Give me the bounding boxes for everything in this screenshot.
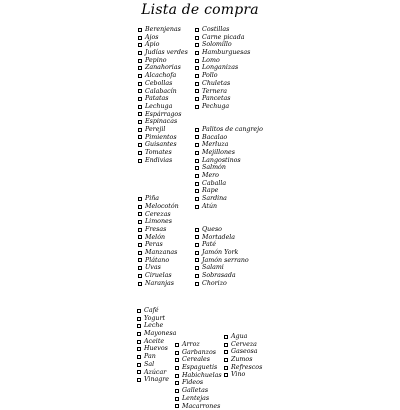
item-label: Atún xyxy=(202,203,217,211)
checkbox[interactable] xyxy=(224,358,228,362)
item-label: Garbanzos xyxy=(182,349,216,357)
checkbox[interactable] xyxy=(138,74,142,78)
list-item[interactable] xyxy=(138,118,188,126)
list-item[interactable] xyxy=(195,226,263,234)
item-label: Chuletas xyxy=(202,80,230,88)
item-label: Peras xyxy=(145,241,163,249)
list-item[interactable] xyxy=(138,88,188,96)
checkbox[interactable] xyxy=(138,43,142,47)
list-spacer xyxy=(195,211,263,219)
list-item[interactable] xyxy=(137,376,176,384)
checkbox[interactable] xyxy=(195,28,199,32)
list-item[interactable] xyxy=(137,369,176,377)
item-label: Sal xyxy=(144,361,154,369)
item-label: Melón xyxy=(145,234,165,242)
list-item[interactable] xyxy=(138,34,188,42)
checkbox[interactable] xyxy=(175,404,179,408)
checkbox[interactable] xyxy=(137,347,141,351)
item-label: Alcachofa xyxy=(145,72,176,80)
item-label: Pollo xyxy=(202,72,218,80)
list-item[interactable] xyxy=(224,356,262,364)
list-item[interactable] xyxy=(195,272,263,280)
list-item[interactable] xyxy=(175,364,222,372)
item-label: Espárragos xyxy=(145,111,181,119)
checkbox[interactable] xyxy=(138,112,142,116)
list-spacer xyxy=(195,111,263,119)
item-label: Lentejas xyxy=(182,395,209,403)
item-label: Habichuelas xyxy=(182,372,222,380)
checkbox[interactable] xyxy=(175,366,179,370)
list-item[interactable] xyxy=(137,338,176,346)
checkbox[interactable] xyxy=(138,28,142,32)
item-label: Aceite xyxy=(144,338,164,346)
item-label: Costillas xyxy=(202,26,229,34)
list-item[interactable] xyxy=(138,141,188,149)
checkbox[interactable] xyxy=(195,135,199,139)
item-label: Gaseosa xyxy=(231,348,258,356)
checkbox[interactable] xyxy=(195,97,199,101)
list-item[interactable] xyxy=(195,141,263,149)
checkbox[interactable] xyxy=(175,389,179,393)
item-label: Zanahorias xyxy=(145,64,181,72)
item-label: Yogurt xyxy=(144,315,165,323)
item-label: Solomillo xyxy=(202,41,232,49)
item-label: Cebollas xyxy=(145,80,172,88)
checkbox[interactable] xyxy=(224,343,228,347)
checkbox[interactable] xyxy=(138,235,142,239)
list-item[interactable] xyxy=(137,322,176,330)
checkbox[interactable] xyxy=(138,274,142,278)
checkbox[interactable] xyxy=(175,381,179,385)
checkbox[interactable] xyxy=(195,174,199,178)
checkbox[interactable] xyxy=(137,324,141,328)
item-label: Cerveza xyxy=(231,341,257,349)
list-item[interactable] xyxy=(175,349,222,357)
item-label: Espinacas xyxy=(145,118,177,126)
checkbox[interactable] xyxy=(195,282,199,286)
item-label: Naranjas xyxy=(145,280,174,288)
list-item[interactable] xyxy=(138,149,188,157)
list-item[interactable] xyxy=(138,41,188,49)
item-label: Limones xyxy=(145,218,172,226)
item-label: Refrescos xyxy=(231,364,262,372)
item-label: Queso xyxy=(202,226,222,234)
list-item[interactable] xyxy=(137,353,176,361)
list-item[interactable] xyxy=(175,387,222,395)
list-column xyxy=(195,26,263,287)
item-label: Lechuga xyxy=(145,103,172,111)
item-label: Azúcar xyxy=(144,369,166,377)
list-item[interactable] xyxy=(224,371,262,379)
list-column xyxy=(138,26,188,287)
checkbox[interactable] xyxy=(175,374,179,378)
checkbox[interactable] xyxy=(195,189,199,193)
list-item[interactable] xyxy=(138,111,188,119)
checkbox[interactable] xyxy=(138,159,142,163)
checkbox[interactable] xyxy=(195,36,199,40)
list-column xyxy=(137,307,176,384)
list-item[interactable] xyxy=(195,241,263,249)
list-item[interactable] xyxy=(195,249,263,257)
checkbox[interactable] xyxy=(195,159,199,163)
item-label: Ciruelas xyxy=(145,272,172,280)
list-item[interactable] xyxy=(195,88,263,96)
list-spacer xyxy=(195,118,263,126)
list-item[interactable] xyxy=(195,280,263,288)
checkbox[interactable] xyxy=(195,258,199,262)
list-spacer xyxy=(138,187,188,195)
list-item[interactable] xyxy=(138,257,188,265)
list-item[interactable] xyxy=(138,72,188,80)
list-item[interactable] xyxy=(195,149,263,157)
checkbox[interactable] xyxy=(137,355,141,359)
list-item[interactable] xyxy=(224,364,262,372)
list-item[interactable] xyxy=(138,264,188,272)
list-item[interactable] xyxy=(138,234,188,242)
list-spacer xyxy=(138,180,188,188)
checkbox[interactable] xyxy=(138,51,142,55)
checkbox[interactable] xyxy=(195,243,199,247)
checkbox[interactable] xyxy=(175,343,179,347)
item-label: Sobrasada xyxy=(202,272,236,280)
list-item[interactable] xyxy=(137,307,176,315)
list-item[interactable] xyxy=(195,26,263,34)
item-label: Rape xyxy=(202,187,218,195)
item-label: Mero xyxy=(202,172,219,180)
checkbox[interactable] xyxy=(138,212,142,216)
item-label: Cerezas xyxy=(145,211,171,219)
list-spacer xyxy=(138,164,188,172)
item-label: Palitos de cangrejo xyxy=(202,126,263,134)
item-label: Huevos xyxy=(144,345,168,353)
checkbox[interactable] xyxy=(137,363,141,367)
checkbox[interactable] xyxy=(195,66,199,70)
checkbox[interactable] xyxy=(138,135,142,139)
checkbox[interactable] xyxy=(195,143,199,147)
list-item[interactable] xyxy=(195,203,263,211)
list-item[interactable] xyxy=(138,157,188,165)
item-label: Endivias xyxy=(145,157,172,165)
item-label: Espaguetis xyxy=(182,364,217,372)
item-label: Caballa xyxy=(202,180,226,188)
item-label: Perejil xyxy=(145,126,165,134)
list-item[interactable] xyxy=(137,330,176,338)
checkbox[interactable] xyxy=(138,120,142,124)
list-item[interactable] xyxy=(175,395,222,403)
list-item[interactable] xyxy=(138,57,188,65)
item-label: Mayonesa xyxy=(144,330,176,338)
checkbox[interactable] xyxy=(138,197,142,201)
list-item[interactable] xyxy=(195,126,263,134)
item-label: Apio xyxy=(145,41,159,49)
list-item[interactable] xyxy=(195,134,263,142)
checkbox[interactable] xyxy=(195,274,199,278)
list-column xyxy=(224,333,262,379)
item-label: Plátano xyxy=(145,257,169,265)
list-item[interactable] xyxy=(138,272,188,280)
item-label: Berenjenas xyxy=(145,26,181,34)
item-label: Pan xyxy=(144,353,156,361)
page-title: Lista de compra xyxy=(0,0,400,20)
list-item[interactable] xyxy=(224,348,262,356)
item-label: Zumos xyxy=(231,356,252,364)
checkbox[interactable] xyxy=(138,36,142,40)
checkbox[interactable] xyxy=(195,51,199,55)
item-label: Agua xyxy=(231,333,247,341)
list-item[interactable] xyxy=(138,226,188,234)
checkbox[interactable] xyxy=(138,143,142,147)
checkbox[interactable] xyxy=(195,235,199,239)
checkbox[interactable] xyxy=(195,105,199,109)
checkbox[interactable] xyxy=(137,378,141,382)
item-label: Piña xyxy=(145,195,159,203)
item-label: Lomo xyxy=(202,57,220,65)
list-item[interactable] xyxy=(138,280,188,288)
checkbox[interactable] xyxy=(195,197,199,201)
list-item[interactable] xyxy=(195,195,263,203)
list-item[interactable] xyxy=(224,333,262,341)
item-label: Bacalao xyxy=(202,134,227,142)
item-label: Melocotón xyxy=(145,203,179,211)
item-label: Jamón York xyxy=(202,249,238,257)
item-label: Guisantes xyxy=(145,141,177,149)
list-item[interactable] xyxy=(138,49,188,57)
checkbox[interactable] xyxy=(175,397,179,401)
checkbox[interactable] xyxy=(195,151,199,155)
checkbox[interactable] xyxy=(138,258,142,262)
list-item[interactable] xyxy=(137,361,176,369)
item-label: Manzanas xyxy=(145,249,177,257)
item-label: Pepino xyxy=(145,57,167,65)
checkbox[interactable] xyxy=(195,205,199,209)
checkbox[interactable] xyxy=(137,309,141,313)
list-item[interactable] xyxy=(138,249,188,257)
list-item[interactable] xyxy=(138,211,188,219)
list-item[interactable] xyxy=(138,64,188,72)
item-label: Tomates xyxy=(145,149,172,157)
checkbox[interactable] xyxy=(137,317,141,321)
list-item[interactable] xyxy=(195,49,263,57)
checkbox[interactable] xyxy=(195,251,199,255)
checkbox[interactable] xyxy=(138,151,142,155)
list-item[interactable] xyxy=(195,103,263,111)
checkbox[interactable] xyxy=(195,182,199,186)
checkbox[interactable] xyxy=(138,266,142,270)
list-item[interactable] xyxy=(224,341,262,349)
item-label: Uvas xyxy=(145,264,161,272)
checkbox[interactable] xyxy=(175,351,179,355)
checkbox[interactable] xyxy=(138,105,142,109)
checkbox[interactable] xyxy=(138,228,142,232)
list-item[interactable] xyxy=(195,41,263,49)
item-label: Salami xyxy=(202,264,224,272)
list-item[interactable] xyxy=(137,315,176,323)
item-label: Leche xyxy=(144,322,163,330)
list-item[interactable] xyxy=(195,57,263,65)
item-label: Chorizo xyxy=(202,280,227,288)
list-item[interactable] xyxy=(195,157,263,165)
checkbox[interactable] xyxy=(195,89,199,93)
checkbox[interactable] xyxy=(224,366,228,370)
item-label: Sardina xyxy=(202,195,227,203)
list-item[interactable] xyxy=(195,80,263,88)
list-item[interactable] xyxy=(138,95,188,103)
checkbox[interactable] xyxy=(224,350,228,354)
list-item[interactable] xyxy=(175,379,222,387)
list-item[interactable] xyxy=(195,180,263,188)
list-item[interactable] xyxy=(195,164,263,172)
checkbox[interactable] xyxy=(138,282,142,286)
item-label: Hamburguesas xyxy=(202,49,250,57)
item-label: Paté xyxy=(202,241,216,249)
list-item[interactable] xyxy=(195,95,263,103)
checkbox[interactable] xyxy=(138,128,142,132)
checkbox[interactable] xyxy=(224,335,228,339)
checkbox[interactable] xyxy=(137,332,141,336)
checkbox[interactable] xyxy=(138,251,142,255)
item-label: Mortadela xyxy=(202,234,235,242)
checkbox[interactable] xyxy=(138,66,142,70)
checkbox[interactable] xyxy=(195,266,199,270)
list-item[interactable] xyxy=(138,203,188,211)
list-item[interactable] xyxy=(195,257,263,265)
checkbox[interactable] xyxy=(138,243,142,247)
checkbox[interactable] xyxy=(195,59,199,63)
list-spacer xyxy=(195,218,263,226)
list-item[interactable] xyxy=(138,103,188,111)
checkbox[interactable] xyxy=(138,89,142,93)
item-label: Pimientos xyxy=(145,134,177,142)
checkbox[interactable] xyxy=(195,166,199,170)
checkbox[interactable] xyxy=(138,82,142,86)
list-item[interactable] xyxy=(138,80,188,88)
item-label: Pechuga xyxy=(202,103,229,111)
item-label: Ajos xyxy=(145,34,159,42)
checkbox[interactable] xyxy=(138,205,142,209)
checkbox[interactable] xyxy=(224,373,228,377)
list-item[interactable] xyxy=(137,345,176,353)
checkbox[interactable] xyxy=(138,220,142,224)
checkbox[interactable] xyxy=(137,340,141,344)
item-label: Macarrones xyxy=(182,403,220,410)
item-label: Salmón xyxy=(202,164,226,172)
checkbox[interactable] xyxy=(138,97,142,101)
checkbox[interactable] xyxy=(175,358,179,362)
item-label: Fresas xyxy=(145,226,166,234)
item-label: Carne picada xyxy=(202,34,244,42)
list-item[interactable] xyxy=(195,34,263,42)
item-label: Fideos xyxy=(182,379,203,387)
list-item[interactable] xyxy=(138,218,188,226)
item-label: Vino xyxy=(231,371,245,379)
checkbox[interactable] xyxy=(195,43,199,47)
item-label: Patatas xyxy=(145,95,169,103)
list-item[interactable] xyxy=(195,72,263,80)
item-label: Calabacín xyxy=(145,88,177,96)
item-label: Arroz xyxy=(182,341,200,349)
list-item[interactable] xyxy=(138,134,188,142)
list-item[interactable] xyxy=(175,372,222,380)
list-item[interactable] xyxy=(175,403,222,410)
list-item[interactable] xyxy=(195,172,263,180)
item-label: Ternera xyxy=(202,88,227,96)
item-label: Jamón serrano xyxy=(202,257,249,265)
list-item[interactable] xyxy=(138,126,188,134)
item-label: Mejillones xyxy=(202,149,235,157)
item-label: Pancetas xyxy=(202,95,231,103)
item-label: Galletas xyxy=(182,387,208,395)
item-label: Café xyxy=(144,307,159,315)
item-label: Judías verdes xyxy=(145,49,188,57)
list-item[interactable] xyxy=(138,241,188,249)
item-label: Longanizas xyxy=(202,64,238,72)
checkbox[interactable] xyxy=(195,74,199,78)
checkbox[interactable] xyxy=(195,82,199,86)
item-label: Merluza xyxy=(202,141,228,149)
checkbox[interactable] xyxy=(137,370,141,374)
checkbox[interactable] xyxy=(195,228,199,232)
list-item[interactable] xyxy=(138,195,188,203)
list-spacer xyxy=(138,172,188,180)
list-item[interactable] xyxy=(195,264,263,272)
list-item[interactable] xyxy=(195,187,263,195)
checkbox[interactable] xyxy=(195,128,199,132)
list-item[interactable] xyxy=(195,234,263,242)
item-label: Langostinos xyxy=(202,157,241,165)
item-label: Cereales xyxy=(182,356,210,364)
list-item[interactable] xyxy=(195,64,263,72)
list-item[interactable] xyxy=(138,26,188,34)
list-item[interactable] xyxy=(175,356,222,364)
item-label: Vinagre xyxy=(144,376,169,384)
list-item[interactable] xyxy=(175,341,222,349)
checkbox[interactable] xyxy=(138,59,142,63)
